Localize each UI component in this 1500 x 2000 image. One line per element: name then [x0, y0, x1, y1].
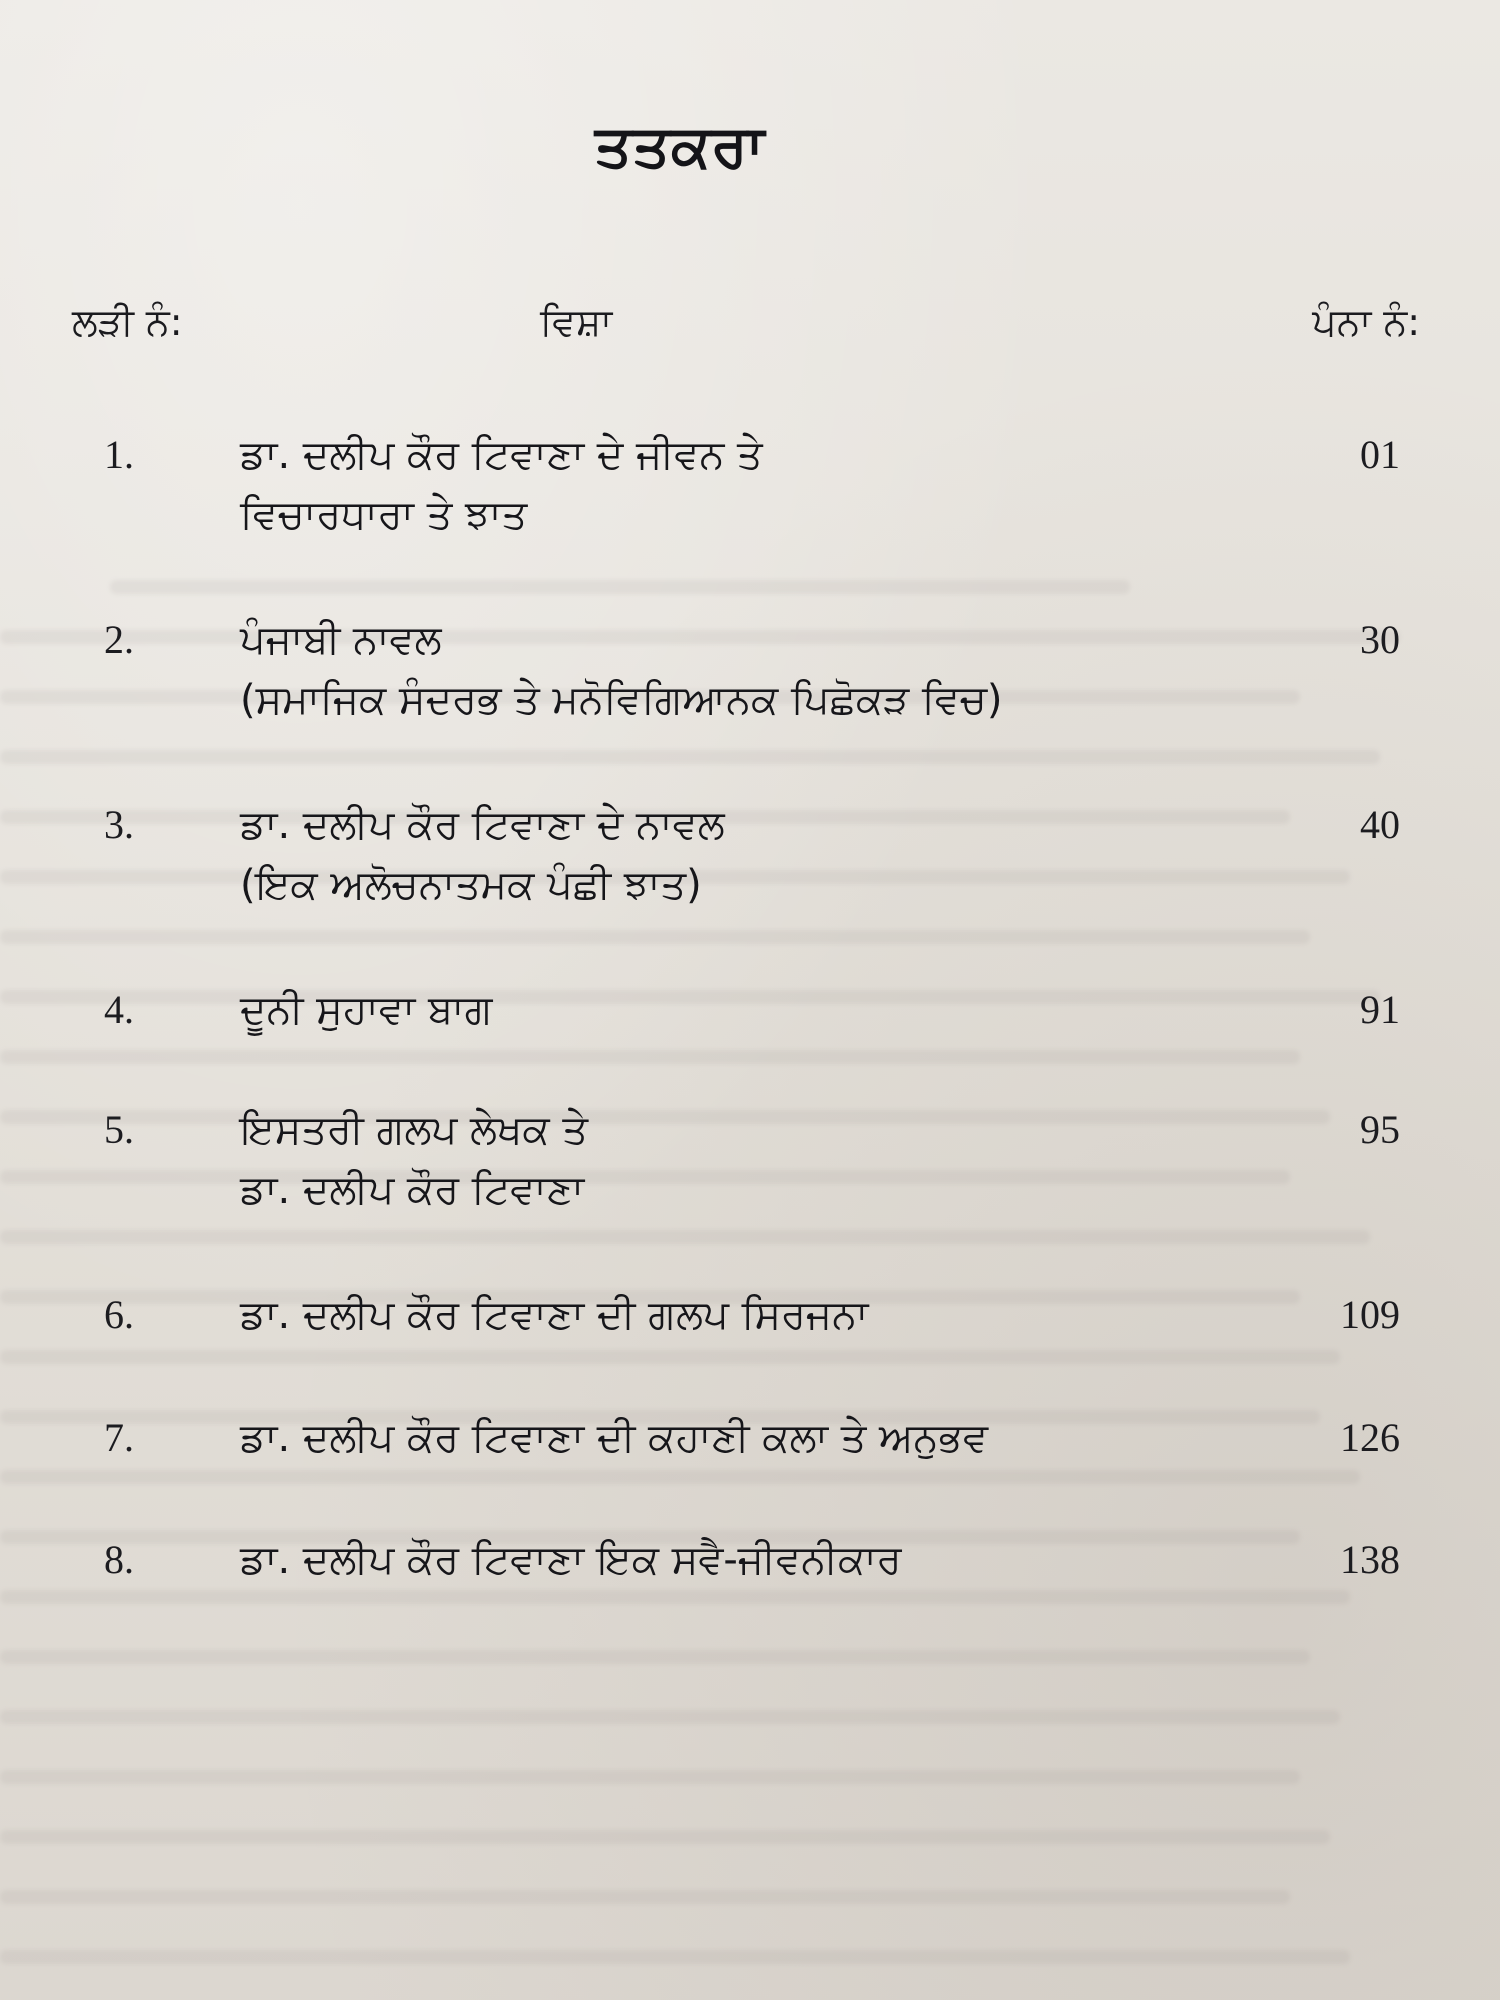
entry-page-number: 138 [1340, 1537, 1400, 1582]
entry-title-line: ਡਾ. ਦਲੀਪ ਕੌਰ ਟਿਵਾਣਾ ਦੀ ਗਲਪ ਸਿਰਜਨਾ [240, 1292, 869, 1338]
entry-title [240, 1408, 1270, 1468]
entry-title-line: ਡਾ. ਦਲੀਪ ਕੌਰ ਟਿਵਾਣਾ ਦੇ ਨਾਵਲ [240, 802, 725, 848]
entry-number: 7. [104, 1415, 134, 1460]
entry-title [240, 425, 1270, 545]
entry-title [240, 1100, 1270, 1220]
entry-page-number: 01 [1360, 432, 1400, 477]
subject-header: ਵਿਸ਼ਾ [540, 300, 613, 344]
entry-number: 4. [104, 987, 134, 1032]
entry-title [240, 1530, 1270, 1590]
entry-title-line: ਡਾ. ਦਲੀਪ ਕੌਰ ਟਿਵਾਣਾ ਦੀ ਕਹਾਣੀ ਕਲਾ ਤੇ ਅਨੁਭਵ [240, 1415, 988, 1461]
entry-title-line: ਇਸਤਰੀ ਗਲਪ ਲੇਖਕ ਤੇ [240, 1107, 588, 1153]
entry-title [240, 795, 1270, 915]
entry-title-line: ਡਾ. ਦਲੀਪ ਕੌਰ ਟਿਵਾਣਾ ਦੇ ਜੀਵਨ ਤੇ [240, 432, 763, 478]
page-number-header: ਪੰਨਾ ਨੰ: [1312, 300, 1420, 344]
entry-title-line: ਦੂਨੀ ਸੁਹਾਵਾ ਬਾਗ [240, 987, 493, 1033]
entry-title [240, 610, 1270, 730]
entry-title-line: ਡਾ. ਦਲੀਪ ਕੌਰ ਟਿਵਾਣਾ [240, 1167, 585, 1213]
serial-number-header: ਲੜੀ ਨੰ: [72, 300, 183, 344]
entry-page-number: 30 [1360, 617, 1400, 662]
entry-title-line: ਪੰਜਾਬੀ ਨਾਵਲ [240, 617, 442, 663]
entry-title-line: (ਸਮਾਜਿਕ ਸੰਦਰਭ ਤੇ ਮਨੋਵਿਗਿਆਨਕ ਪਿਛੋਕੜ ਵਿਚ) [240, 677, 1003, 723]
entry-page-number: 126 [1340, 1415, 1400, 1460]
entry-title-line: ਡਾ. ਦਲੀਪ ਕੌਰ ਟਿਵਾਣਾ ਇਕ ਸਵੈ-ਜੀਵਨੀਕਾਰ [240, 1537, 902, 1583]
entry-title [240, 980, 1270, 1040]
entry-number: 6. [104, 1292, 134, 1337]
entry-number: 2. [104, 617, 134, 662]
entry-number: 5. [104, 1107, 134, 1152]
entry-title [240, 1285, 1270, 1345]
entry-page-number: 95 [1360, 1107, 1400, 1152]
page-title: ਤਤਕਰਾ [594, 112, 766, 180]
entry-page-number: 91 [1360, 987, 1400, 1032]
entry-page-number: 109 [1340, 1292, 1400, 1337]
entry-page-number: 40 [1360, 802, 1400, 847]
entry-title-line: ਵਿਚਾਰਧਾਰਾ ਤੇ ਝਾਤ [240, 492, 528, 538]
entry-number: 3. [104, 802, 134, 847]
entry-number: 8. [104, 1537, 134, 1582]
entry-number: 1. [104, 432, 134, 477]
entry-title-line: (ਇਕ ਅਲੋਚਨਾਤਮਕ ਪੰਛੀ ਝਾਤ) [240, 862, 702, 908]
